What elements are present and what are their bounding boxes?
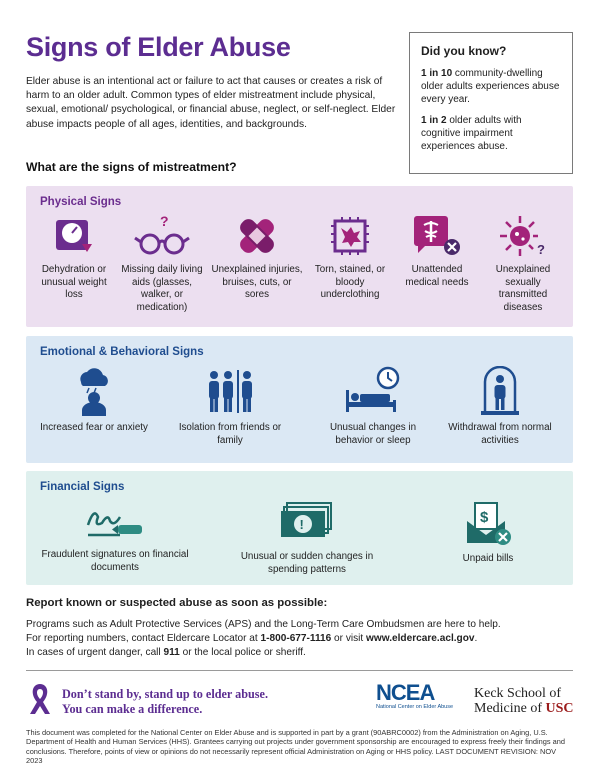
emotional-item-label: Unusual changes in behavior or sleep: [329, 422, 417, 446]
physical-item-label: Unexplained sexually transmitted diseases: [495, 264, 551, 313]
unpaid-bill-icon: [463, 501, 513, 547]
scale-icon: [52, 214, 96, 258]
signs-question-heading: What are the signs of mistreatment?: [26, 160, 237, 174]
eldercare-phone-number: 1-800-677-1116: [260, 633, 332, 644]
emotional-signs-section: [26, 336, 573, 463]
financial-item-signatures: [40, 501, 190, 574]
contact-text-mid: or visit: [331, 633, 367, 644]
emotional-item-withdrawal: [446, 366, 554, 447]
svg-text:$: $: [480, 509, 489, 526]
stat-one-in-ten: [421, 67, 561, 107]
physical-item-injuries: [210, 214, 304, 302]
physical-item-label: Dehydration or unusual weight loss: [41, 264, 107, 301]
virus-icon: [498, 214, 548, 258]
stat-one-in-two: [421, 114, 561, 154]
keck-medicine-text: Medicine of: [474, 701, 546, 716]
physical-item-label: Missing daily living aids (glasses, walker, or medication): [121, 264, 203, 313]
contact-text-end: .: [474, 633, 478, 644]
tagline-line-1: Don’t stand by, stand up to elder abuse.: [62, 687, 268, 701]
financial-signs-section: [26, 471, 573, 585]
financial-item-spending: [222, 501, 392, 576]
keck-line-2: [474, 701, 574, 716]
emotional-signs-title: Emotional & Behavioral Signs: [40, 346, 204, 358]
keck-line-1: Keck School of: [474, 686, 562, 701]
footer-tagline: [62, 687, 268, 717]
financial-item-bills: [428, 501, 548, 566]
intro-paragraph: Elder abuse is an intentional act or failure to act that causes or creates a risk of harm to an older adult. Common types of elder mistreatment include physical, sexual, emotional/ psychological, or financial abuse, neglect, or self-neglect. Elder abuse impacts people of all ages, identities, and backgrounds.: [26, 76, 396, 130]
money-stack-icon: [277, 501, 337, 545]
physical-item-clothing: [310, 214, 390, 302]
physical-item-missing-aids: [118, 214, 206, 314]
svg-text:?: ?: [537, 242, 545, 257]
svg-text:?: ?: [160, 214, 169, 229]
bed-clock-icon: [342, 366, 404, 416]
disclaimer-text: This document was completed for the National Center on Elder Abuse and is supported in part by a grant (90ABRC0002) from the Administration on Aging, U.S. Department of Health and Human Services (HHS). Grantees carrying out projects under government sponsorship are encouraged to express freely their findings and conclusions. Therefore, points of view or opinions do not necessarily represent official Administration on Aging or HHS policy. LAST DOCUMENT REVISION: NOV 2023: [26, 728, 565, 766]
emotional-item-fear: [40, 366, 148, 435]
tagline-line-2: You can make a difference.: [62, 702, 203, 716]
footer-divider: [26, 670, 573, 671]
bandage-icon: [235, 214, 279, 258]
signature-pen-icon: [84, 501, 146, 543]
awareness-ribbon-icon: [28, 682, 52, 716]
usc-text: USC: [545, 701, 574, 716]
person-in-bell-jar-icon: [479, 366, 521, 416]
glasses-icon: [133, 214, 191, 258]
urgent-text-end: or the local police or sheriff.: [179, 647, 306, 658]
did-you-know-title: Did you know?: [421, 44, 507, 58]
svg-text:!: !: [299, 517, 304, 532]
eldercare-website-link[interactable]: www.eldercare.acl.gov: [366, 633, 475, 644]
emotional-item-label: Withdrawal from normal activities: [448, 422, 552, 446]
torn-cloth-icon: [328, 214, 372, 258]
did-you-know-box: [409, 32, 573, 174]
physical-item-std: [480, 214, 566, 314]
emotional-item-label: Increased fear or anxiety: [40, 422, 148, 433]
report-line-contact: [26, 632, 576, 646]
report-heading: Report known or suspected abuse as soon as possible:: [26, 597, 328, 609]
physical-item-label: Unattended medical needs: [405, 264, 469, 288]
ncea-logo-subtext: National Center on Elder Abuse: [376, 704, 454, 710]
storm-cloud-person-icon: [71, 366, 117, 416]
report-paragraph: [26, 618, 576, 660]
urgent-text: In cases of urgent danger, call: [26, 647, 164, 658]
physical-signs-section: [26, 186, 573, 327]
stat-two-text: older adults with cognitive impairment experiences abuse.: [421, 114, 522, 153]
emotional-item-sleep: [314, 366, 432, 447]
emotional-item-label: Isolation from friends or family: [178, 422, 282, 446]
physical-item-label: Unexplained injuries, bruises, cuts, or sores: [211, 264, 303, 301]
ncea-logo: [376, 682, 453, 710]
ncea-logo-text: NCEA: [376, 680, 435, 705]
report-line-programs: Programs such as Adult Protective Services (APS) and the Long-Term Care Ombudsmen are here to help.: [26, 619, 501, 630]
financial-item-label: Fraudulent signatures on financial documents: [41, 549, 189, 573]
emergency-number: 911: [163, 647, 180, 658]
emotional-item-isolation: [176, 366, 284, 447]
page-title: Signs of Elder Abuse: [26, 32, 291, 62]
stat-one-text: community-dwelling older adults experiences abuse every year.: [421, 68, 560, 106]
medical-icon: [411, 214, 463, 258]
financial-signs-title: Financial Signs: [40, 481, 125, 493]
contact-text: For reporting numbers, contact Eldercare Locator at: [26, 633, 261, 644]
physical-item-medical: [398, 214, 476, 289]
isolated-person-icon: [205, 366, 255, 416]
physical-item-label: Torn, stained, or bloody underclothing: [314, 264, 386, 301]
physical-signs-title: Physical Signs: [40, 196, 122, 208]
keck-usc-logo: [474, 686, 574, 716]
physical-item-dehydration: [32, 214, 116, 302]
stat-two-bold: 1 in 2: [421, 114, 447, 126]
financial-item-label: Unusual or sudden changes in spending patterns: [240, 551, 374, 575]
report-line-urgent: [26, 646, 576, 660]
financial-item-label: Unpaid bills: [462, 553, 514, 564]
stat-one-bold: 1 in 10: [421, 68, 453, 79]
